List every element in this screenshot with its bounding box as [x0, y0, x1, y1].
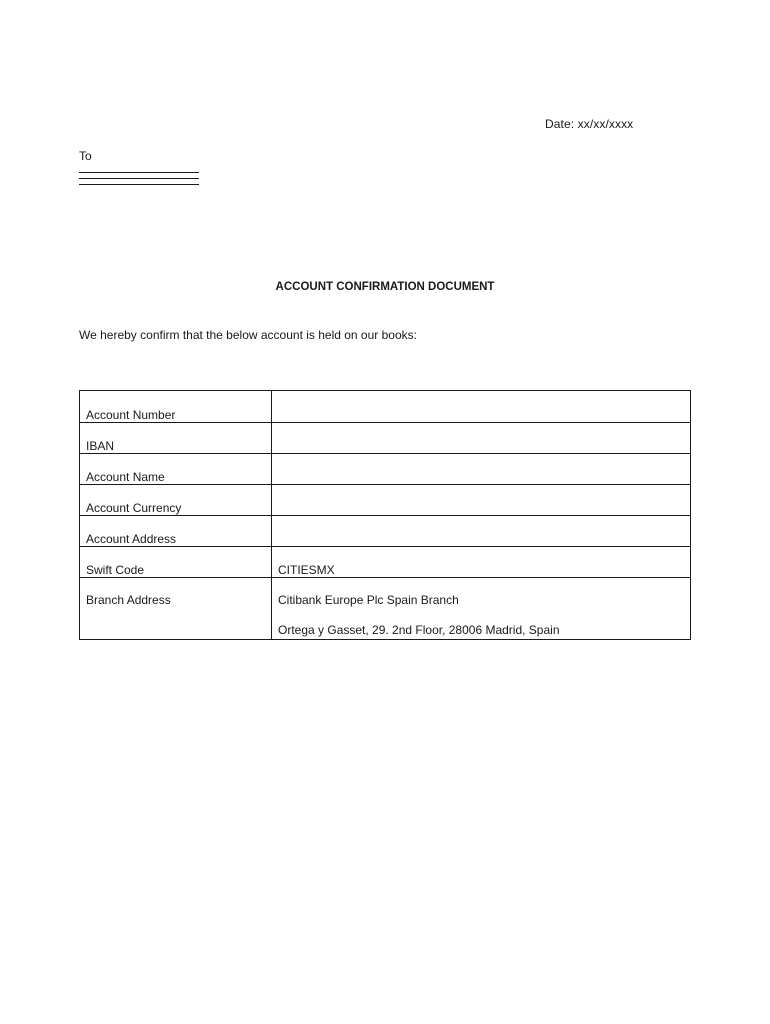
row-value: [272, 454, 691, 485]
row-label: Account Number: [80, 391, 272, 423]
row-value: [272, 485, 691, 516]
account-details-table: [79, 390, 691, 640]
row-value: [272, 391, 691, 423]
row-value: CITIESMX: [272, 547, 691, 578]
table-row: [80, 547, 691, 578]
table-row: [80, 485, 691, 516]
table-row: [80, 391, 691, 423]
date-line: Date: xx/xx/xxxx: [545, 117, 634, 131]
intro-text: We hereby confirm that the below account is held on our books:: [79, 328, 417, 342]
table-row: [80, 578, 691, 640]
row-label: Account Address: [80, 516, 272, 547]
branch-address-cell: [272, 578, 691, 640]
branch-address-line-1: Citibank Europe Plc Spain Branch: [278, 593, 459, 607]
table-row: [80, 516, 691, 547]
row-label: Account Currency: [80, 485, 272, 516]
branch-address-line-2: Ortega y Gasset, 29. 2nd Floor, 28006 Madrid, Spain: [278, 623, 560, 637]
to-label: To: [79, 149, 92, 163]
row-label: Swift Code: [80, 547, 272, 578]
table-row: [80, 423, 691, 454]
document-title: ACCOUNT CONFIRMATION DOCUMENT: [275, 281, 495, 293]
row-label: IBAN: [80, 423, 272, 454]
row-value: [272, 516, 691, 547]
table-row: [80, 454, 691, 485]
row-label: Branch Address: [80, 578, 272, 640]
row-value: [272, 423, 691, 454]
recipient-block: [79, 149, 199, 185]
row-label: Account Name: [80, 454, 272, 485]
recipient-blank-line: [79, 169, 199, 185]
